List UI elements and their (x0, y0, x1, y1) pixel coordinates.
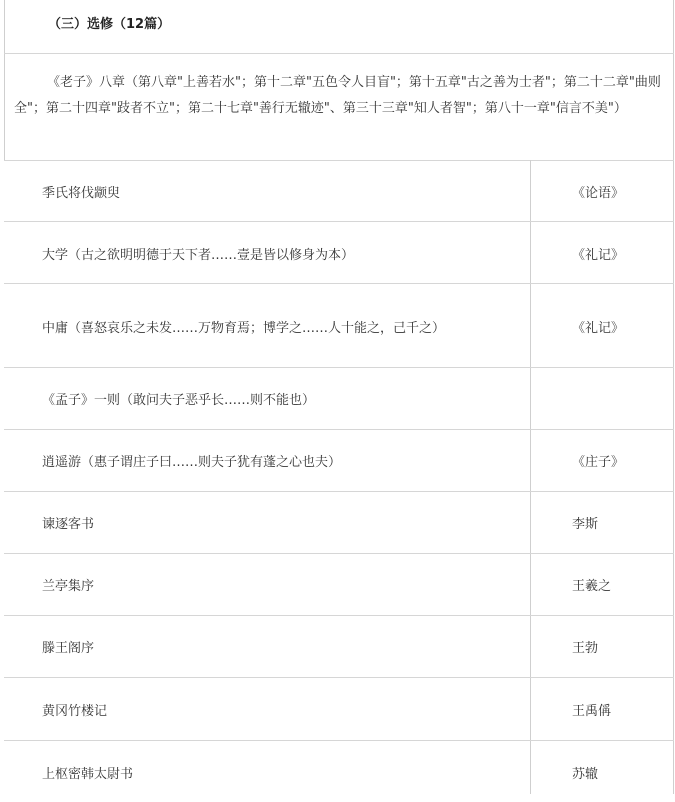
table-row (4, 678, 674, 741)
row-source: 《礼记》 (572, 248, 625, 263)
table-row (4, 430, 674, 492)
row-title: 滕王阁序 (42, 641, 95, 656)
row-title: 中庸（喜怒哀乐之未发……万物育焉；博学之……人十能之，己千之） (42, 321, 446, 336)
row-source: 《庄子》 (572, 455, 625, 470)
table-row (4, 222, 674, 284)
row-title: 逍遥游（惠子谓庄子曰……则夫子犹有蓬之心也夫） (42, 455, 342, 470)
row-title: 季氏将伐颛臾 (42, 186, 121, 201)
row-title: 大学（古之欲明明德于天下者……壹是皆以修身为本） (42, 248, 355, 263)
row-source: 王禹偁 (572, 704, 612, 719)
table-row (4, 368, 674, 430)
table-row (4, 741, 674, 802)
row-source: 李斯 (572, 517, 599, 532)
row-title: 上枢密韩太尉书 (42, 767, 134, 782)
reading-table (4, 160, 674, 802)
table-row (4, 492, 674, 554)
left-border (4, 0, 5, 160)
row-source: 王勃 (572, 641, 599, 656)
intro-paragraph: 《老子》八章（第八章"上善若水"；第十二章"五色令人目盲"；第十五章"古之善为士者"；第二十二章"曲则全"；第二十四章"跂者不立"；第二十七章"善行无辙迹"、第三十三章"知人者智"；第八十一章"信言不美"） (14, 75, 661, 116)
table-row (4, 616, 674, 678)
table-row (4, 554, 674, 616)
row-title: 《孟子》一则（敢问夫子恶乎长……则不能也） (42, 393, 316, 408)
table-row (4, 284, 674, 368)
row-title: 黄冈竹楼记 (42, 704, 108, 719)
row-title: 兰亭集序 (42, 579, 95, 594)
table-row (4, 160, 674, 222)
row-title: 谏逐客书 (42, 517, 95, 532)
row-source: 《论语》 (572, 186, 625, 201)
section-title: （三）选修（12篇） (48, 17, 171, 32)
row-source: 《礼记》 (572, 321, 625, 336)
row-source: 王羲之 (572, 579, 612, 594)
divider (4, 53, 674, 54)
row-source: 苏辙 (572, 767, 599, 782)
